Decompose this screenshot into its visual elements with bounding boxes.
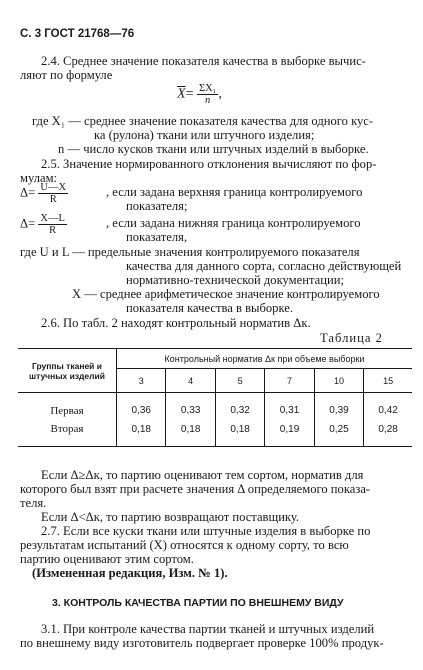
table-cell: 0,36 bbox=[117, 393, 166, 421]
para-2-5-line-2: мулам: bbox=[20, 171, 58, 185]
table-col-group-header: Группы тканей и штучных изделий bbox=[18, 349, 117, 393]
formula-delta-upper-numerator: U—X bbox=[40, 182, 67, 193]
table-size-header: 3 bbox=[117, 369, 166, 393]
table-cell: 0,18 bbox=[117, 421, 166, 447]
para-3-1-line-1: 3.1. При контроле качества партии тканей и штучных изделий bbox=[41, 622, 375, 636]
where-u-l-line-1: где U и L — предельные значения контролируемого показателя bbox=[20, 245, 360, 259]
para-2-4-line-1: 2.4. Среднее значение показателя качества в выборке вычис- bbox=[41, 54, 366, 68]
table-cell: 0,19 bbox=[265, 421, 314, 447]
where-x1-line-2: ка (рулона) ткани или штучного изделия; bbox=[94, 128, 315, 142]
formula-delta-lower-text-2: показателя, bbox=[126, 230, 188, 244]
table-cell: 0,18 bbox=[215, 421, 264, 447]
formula-delta-lower-denominator: R bbox=[49, 225, 57, 236]
norm-table bbox=[18, 348, 412, 447]
section-3-title: 3. КОНТРОЛЬ КАЧЕСТВА ПАРТИИ ПО ВНЕШНЕМУ ВИДУ bbox=[52, 597, 344, 609]
para-3-1-line-2: по внешнему виду изготовитель подвергает проверке 100% продук- bbox=[20, 636, 384, 650]
table-cell: 0,28 bbox=[364, 421, 412, 447]
formula-mean bbox=[177, 83, 222, 106]
table-cell: 0,18 bbox=[166, 421, 215, 447]
para-2-7-line-3: партию оценивают этим сортом. bbox=[20, 552, 194, 566]
formula-delta-lower-numerator: X—L bbox=[40, 213, 65, 224]
table-size-header: 7 bbox=[265, 369, 314, 393]
table-span-header: Контрольный норматив Δк при объеме выборки bbox=[117, 349, 413, 369]
formula-delta-upper bbox=[20, 182, 68, 205]
table-size-header: 5 bbox=[215, 369, 264, 393]
table-row bbox=[18, 393, 412, 421]
formula-delta-upper-denominator: R bbox=[49, 194, 57, 205]
formula-delta-lower-lhs: Δ= bbox=[20, 216, 36, 231]
table-size-header: 10 bbox=[314, 369, 363, 393]
text-delta-ge-2: которого был взят при расчете значения Δ определяемого показа- bbox=[20, 482, 371, 496]
table-cell: 0,42 bbox=[364, 393, 412, 421]
formula-mean-denominator: n bbox=[205, 95, 211, 106]
table-size-header: 15 bbox=[364, 369, 412, 393]
table-row-group: Первая bbox=[50, 404, 84, 417]
where-xbar-line-1: X — среднее арифметическое значение контролируемого bbox=[72, 287, 380, 301]
formula-delta-lower-text: , если задана нижняя граница контролируемого bbox=[106, 216, 361, 230]
para-2-6: 2.6. По табл. 2 находят контрольный норматив Δк. bbox=[41, 316, 311, 330]
table-cell: 0,33 bbox=[166, 393, 215, 421]
page-header: С. 3 ГОСТ 21768—76 bbox=[20, 28, 135, 40]
table-row-group: Вторая bbox=[18, 421, 117, 447]
where-xbar-line-2: показателя качества в выборке. bbox=[126, 301, 294, 315]
table-cell: 0,39 bbox=[314, 393, 363, 421]
formula-delta-lower bbox=[20, 213, 67, 236]
text-delta-ge: Если Δ≥Δк, то партию оценивают тем сортом, норматив для bbox=[41, 468, 364, 482]
table-cell: 0,31 bbox=[265, 393, 314, 421]
table-row bbox=[18, 421, 412, 447]
text-delta-ge-3: теля. bbox=[20, 496, 47, 510]
amendment-note: (Измененная редакция, Изм. № 1). bbox=[32, 566, 228, 580]
formula-mean-numerator: ΣX₁ bbox=[198, 83, 217, 94]
formula-mean-eq: = bbox=[185, 86, 194, 102]
where-u-l-line-2: качества для данного сорта, согласно действующей bbox=[126, 259, 402, 273]
where-u-l-line-3: нормативно-технической документации; bbox=[126, 273, 344, 287]
para-2-4-line-2: ляют по формуле bbox=[20, 68, 113, 82]
table-cell: 0,25 bbox=[314, 421, 363, 447]
formula-mean-tail: , bbox=[218, 86, 222, 102]
table-size-header: 4 bbox=[166, 369, 215, 393]
formula-delta-upper-text-2: показателя; bbox=[126, 199, 188, 213]
para-2-7-line-1: 2.7. Если все куски ткани или штучные изделия в выборке по bbox=[41, 524, 371, 538]
formula-delta-upper-text: , если задана верхняя граница контролируемого bbox=[106, 185, 363, 199]
para-2-7-line-2: результатам испытаний (X) относятся к одному сорту, то всю bbox=[20, 538, 349, 552]
where-n: n — число кусков ткани или штучных изделий в выборке. bbox=[58, 142, 369, 156]
table-cell: 0,32 bbox=[215, 393, 264, 421]
formula-mean-lhs: $\overline{X}$ bbox=[177, 86, 186, 102]
para-2-5-line-1: 2.5. Значение нормированного отклонения вычисляют по фор- bbox=[41, 157, 377, 171]
formula-delta-upper-lhs: Δ= bbox=[20, 185, 36, 200]
text-delta-lt: Если Δ<Δк, то партию возвращают поставщику. bbox=[41, 510, 300, 524]
table-caption: Таблица 2 bbox=[320, 331, 383, 345]
where-x1-line-1: где X₁ — среднее значение показателя качества для одного кус- bbox=[32, 114, 374, 128]
